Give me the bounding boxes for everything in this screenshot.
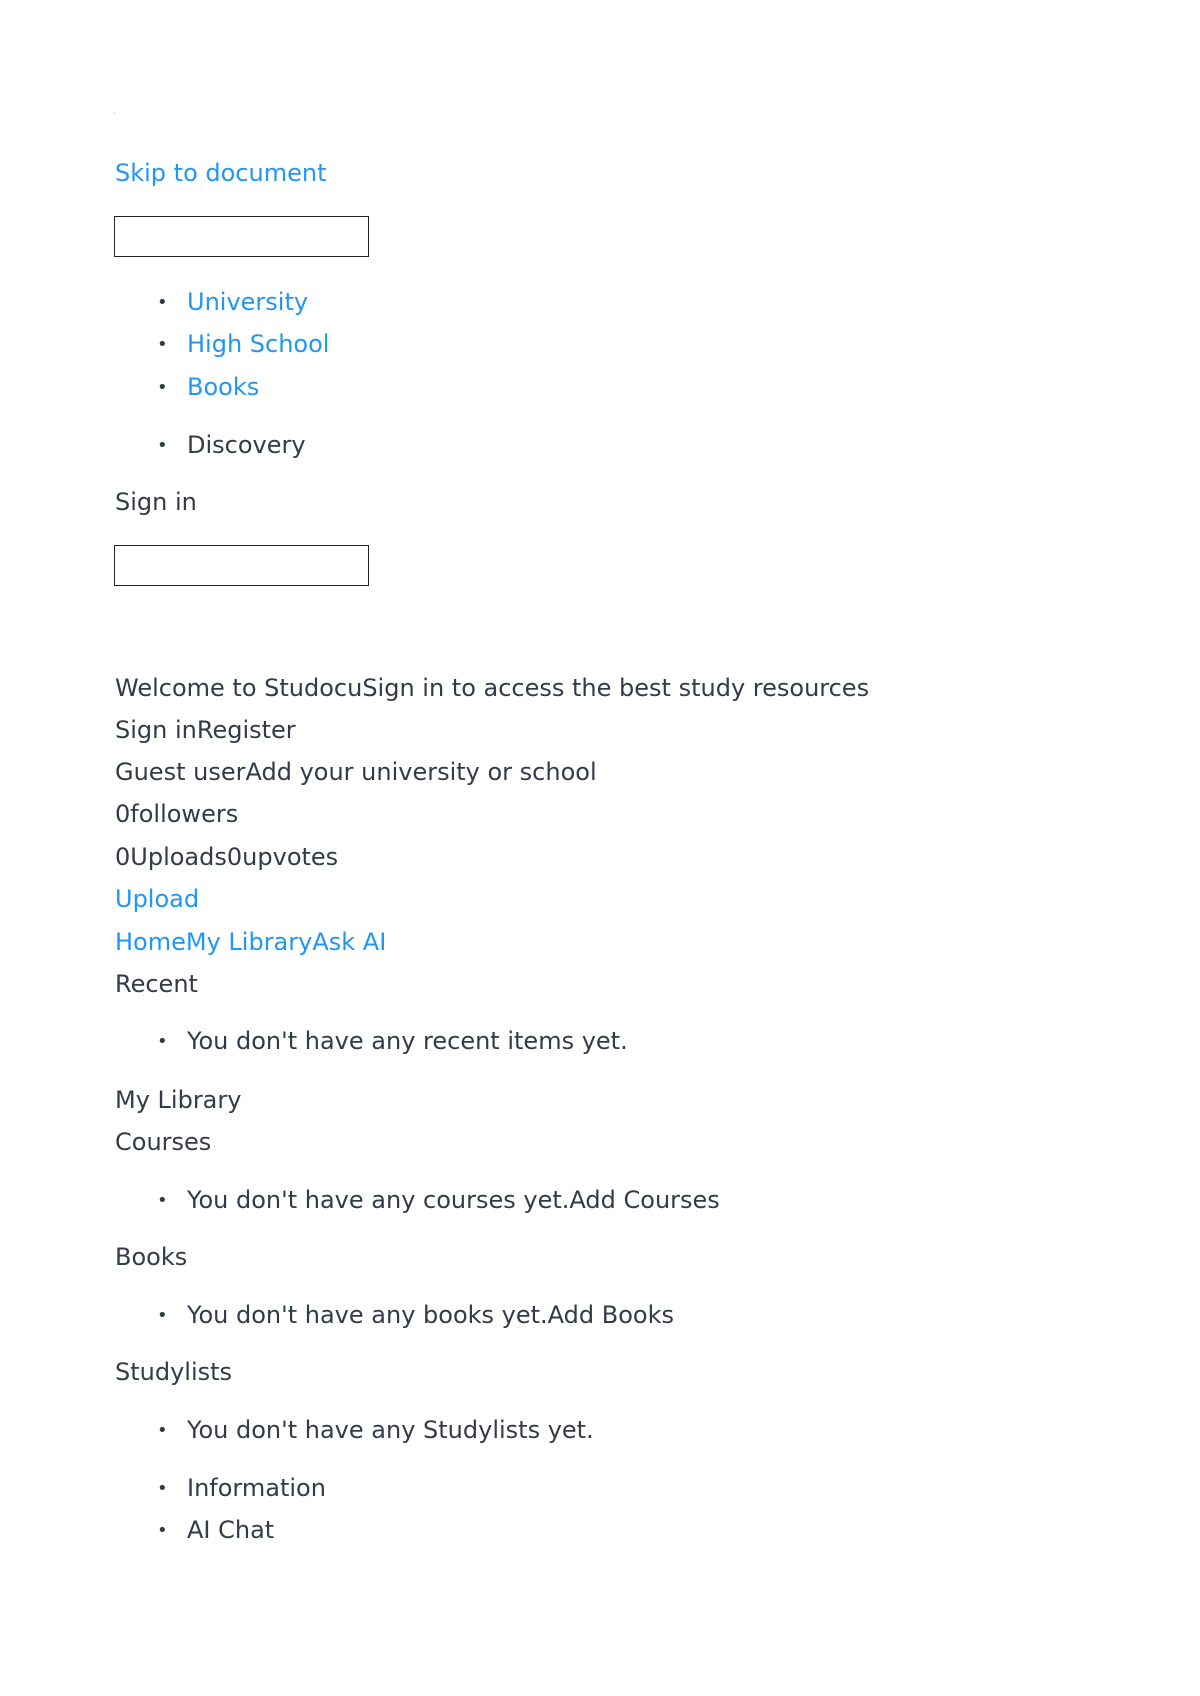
- nav-home-link[interactable]: Home: [115, 928, 186, 956]
- uploads-label: Uploads: [130, 843, 227, 871]
- tab-ai-chat[interactable]: [157, 1516, 275, 1545]
- bullet-icon: •: [157, 292, 168, 313]
- bullet-icon: •: [157, 334, 168, 355]
- sign-in-label[interactable]: Sign in: [115, 488, 197, 516]
- bullet-icon: •: [157, 1420, 168, 1441]
- followers-stat[interactable]: [115, 800, 238, 828]
- sign-in-button[interactable]: Sign in: [115, 716, 197, 744]
- sign-in-box[interactable]: [114, 545, 369, 586]
- nav-ask-ai-link[interactable]: Ask AI: [312, 928, 387, 956]
- main-nav: [115, 928, 386, 956]
- welcome-line: [115, 674, 869, 702]
- tab-information-label[interactable]: Information: [187, 1474, 326, 1502]
- guest-user-name: Guest user: [115, 758, 246, 786]
- recent-empty-item: [157, 1027, 628, 1056]
- bullet-icon: •: [157, 435, 168, 456]
- books-empty-item: [157, 1301, 674, 1330]
- my-library-heading: My Library: [115, 1086, 242, 1114]
- upvotes-label: upvotes: [242, 843, 339, 871]
- books-heading: Books: [115, 1243, 188, 1271]
- register-button[interactable]: Register: [196, 716, 296, 744]
- followers-label: followers: [130, 800, 239, 828]
- studylists-empty-item: [157, 1416, 594, 1445]
- uploads-count: 0: [115, 843, 131, 871]
- add-school-link[interactable]: Add your university or school: [245, 758, 597, 786]
- books-empty-text: You don't have any books yet.: [187, 1301, 548, 1329]
- search-box[interactable]: [114, 216, 369, 257]
- nav-item-high-school[interactable]: [157, 330, 330, 359]
- bullet-icon: •: [157, 1305, 168, 1326]
- nav-my-library-link[interactable]: My Library: [185, 928, 313, 956]
- uploads-upvotes-stat: [115, 843, 338, 871]
- recent-empty-text: You don't have any recent items yet.: [187, 1027, 628, 1055]
- books-empty-line: [187, 1301, 674, 1329]
- courses-heading: Courses: [115, 1128, 212, 1156]
- studylists-heading: Studylists: [115, 1358, 233, 1386]
- bullet-icon: •: [157, 1190, 168, 1211]
- nav-item-university[interactable]: [157, 288, 309, 317]
- courses-empty-line: [187, 1186, 720, 1214]
- recent-heading: Recent: [115, 970, 198, 998]
- studylists-empty-text: You don't have any Studylists yet.: [187, 1416, 594, 1444]
- courses-empty-text: You don't have any courses yet.: [187, 1186, 570, 1214]
- tab-information[interactable]: [157, 1474, 326, 1503]
- bullet-icon: •: [157, 1031, 168, 1052]
- nav-item-discovery[interactable]: [157, 431, 306, 460]
- courses-empty-item: [157, 1186, 720, 1215]
- nav-link-university[interactable]: University: [187, 288, 309, 316]
- skip-to-document-link[interactable]: Skip to document: [115, 159, 327, 187]
- followers-count: 0: [115, 800, 131, 828]
- nav-link-high-school[interactable]: High School: [187, 330, 330, 358]
- bullet-icon: •: [157, 377, 168, 398]
- add-courses-button[interactable]: Add Courses: [569, 1186, 720, 1214]
- nav-link-books[interactable]: Books: [187, 373, 260, 401]
- nav-discovery-label[interactable]: Discovery: [187, 431, 306, 459]
- upvotes-count: 0: [226, 843, 243, 871]
- nav-item-books[interactable]: [157, 373, 260, 402]
- welcome-title: Welcome to Studocu: [115, 674, 363, 702]
- guest-line: [115, 758, 597, 786]
- bullet-icon: •: [157, 1520, 168, 1541]
- add-books-button[interactable]: Add Books: [547, 1301, 674, 1329]
- pixel-marker: [114, 112, 115, 113]
- auth-buttons: [115, 716, 296, 744]
- tab-ai-chat-label[interactable]: AI Chat: [187, 1516, 275, 1544]
- welcome-subtitle: Sign in to access the best study resources: [362, 674, 870, 702]
- upload-link[interactable]: Upload: [115, 885, 200, 913]
- bullet-icon: •: [157, 1478, 168, 1499]
